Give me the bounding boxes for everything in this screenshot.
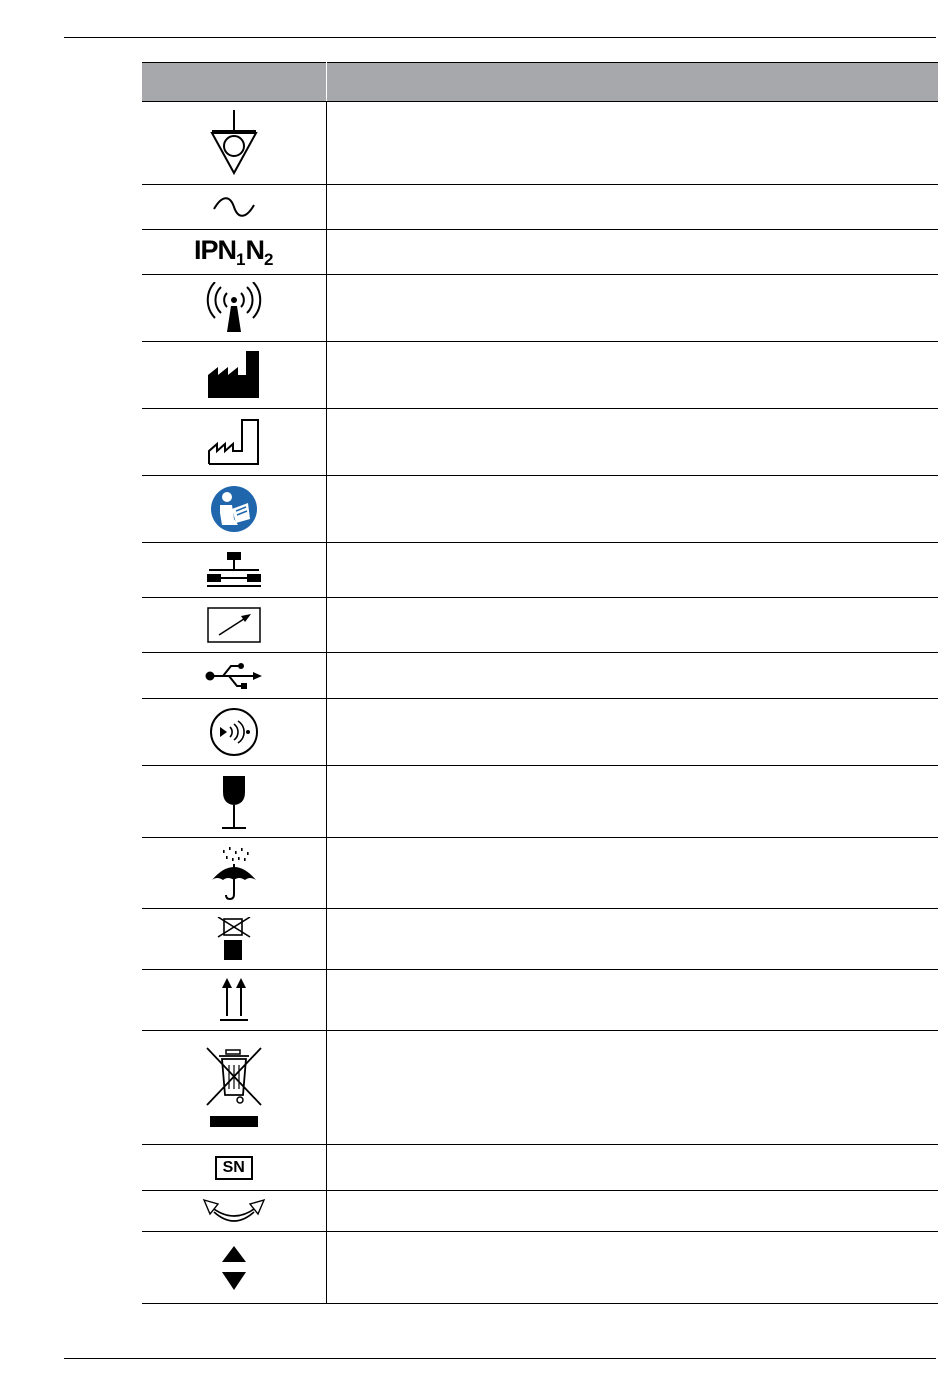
description-cell bbox=[326, 342, 938, 409]
symbol-cell bbox=[142, 909, 326, 970]
symbol-column-header bbox=[142, 63, 326, 102]
table-row bbox=[142, 699, 938, 766]
symbol-cell bbox=[142, 1031, 326, 1145]
description-cell bbox=[326, 230, 938, 275]
table-row bbox=[142, 653, 938, 699]
ip-rating-digit-1: 1 bbox=[236, 249, 246, 269]
description-cell bbox=[326, 476, 938, 543]
table-row bbox=[142, 230, 938, 275]
symbol-table bbox=[142, 62, 938, 1304]
keep-dry-icon bbox=[209, 846, 259, 900]
symbol-cell bbox=[142, 476, 326, 543]
this-way-up-icon bbox=[219, 978, 249, 1022]
description-cell bbox=[326, 699, 938, 766]
symbol-cell bbox=[142, 409, 326, 476]
symbol-cell bbox=[142, 838, 326, 909]
description-cell bbox=[326, 970, 938, 1031]
symbol-cell bbox=[142, 1145, 326, 1191]
description-cell bbox=[326, 185, 938, 230]
description-column-header bbox=[326, 63, 938, 102]
symbol-cell bbox=[142, 342, 326, 409]
table-row bbox=[142, 1232, 938, 1304]
table-row bbox=[142, 185, 938, 230]
symbol-cell bbox=[142, 185, 326, 230]
table-header-row bbox=[142, 63, 938, 102]
description-cell bbox=[326, 598, 938, 653]
symbol-cell bbox=[142, 653, 326, 699]
table-row bbox=[142, 409, 938, 476]
description-cell bbox=[326, 409, 938, 476]
manufacturer-icon bbox=[208, 351, 260, 399]
symbol-cell bbox=[142, 699, 326, 766]
wireless-transmission-icon bbox=[209, 707, 259, 757]
description-cell bbox=[326, 1031, 938, 1145]
description-cell bbox=[326, 653, 938, 699]
description-cell bbox=[326, 543, 938, 598]
weee-disposal-icon bbox=[205, 1047, 263, 1129]
table-row bbox=[142, 909, 938, 970]
footer-rule bbox=[64, 1358, 936, 1359]
ip-rating-mid: N bbox=[245, 234, 264, 265]
follow-instructions-icon bbox=[210, 485, 258, 533]
symbol-cell bbox=[142, 275, 326, 342]
table-row bbox=[142, 543, 938, 598]
description-cell bbox=[326, 102, 938, 185]
up-down-arrows-icon bbox=[220, 1244, 248, 1292]
table-row bbox=[142, 342, 938, 409]
symbol-cell bbox=[142, 970, 326, 1031]
description-cell bbox=[326, 1145, 938, 1191]
fragile-icon bbox=[219, 774, 249, 830]
network-connection-icon bbox=[207, 552, 261, 588]
symbol-cell bbox=[142, 1232, 326, 1304]
table-row bbox=[142, 102, 938, 185]
symbol-cell bbox=[142, 102, 326, 185]
table-row bbox=[142, 970, 938, 1031]
rotate-icon bbox=[202, 1198, 266, 1224]
symbol-cell bbox=[142, 766, 326, 838]
date-of-manufacture-icon bbox=[208, 418, 260, 466]
table-row bbox=[142, 766, 938, 838]
symbol-cell bbox=[142, 543, 326, 598]
description-cell bbox=[326, 1232, 938, 1304]
table-row bbox=[142, 1145, 938, 1191]
output-port-icon bbox=[207, 607, 261, 643]
table-row bbox=[142, 275, 938, 342]
ip-rating-icon bbox=[194, 234, 274, 269]
table-row bbox=[142, 1031, 938, 1145]
usb-icon bbox=[205, 662, 263, 690]
table-row bbox=[142, 838, 938, 909]
equipotential-ground-icon bbox=[206, 109, 262, 177]
header-rule bbox=[64, 37, 936, 38]
alternating-current-icon bbox=[212, 197, 256, 217]
serial-number-icon: SN bbox=[215, 1156, 253, 1180]
description-cell bbox=[326, 1191, 938, 1232]
ip-rating-digit-2: 2 bbox=[264, 249, 274, 269]
symbol-cell bbox=[142, 1191, 326, 1232]
ip-rating-prefix: IPN bbox=[194, 234, 237, 265]
description-cell bbox=[326, 275, 938, 342]
description-cell bbox=[326, 838, 938, 909]
symbol-cell bbox=[142, 598, 326, 653]
stacking-limit-icon bbox=[217, 917, 251, 961]
table-row bbox=[142, 1191, 938, 1232]
table-row bbox=[142, 476, 938, 543]
description-cell bbox=[326, 909, 938, 970]
symbol-cell bbox=[142, 230, 326, 275]
description-cell bbox=[326, 766, 938, 838]
non-ionizing-radiation-icon bbox=[205, 282, 263, 334]
table-row bbox=[142, 598, 938, 653]
